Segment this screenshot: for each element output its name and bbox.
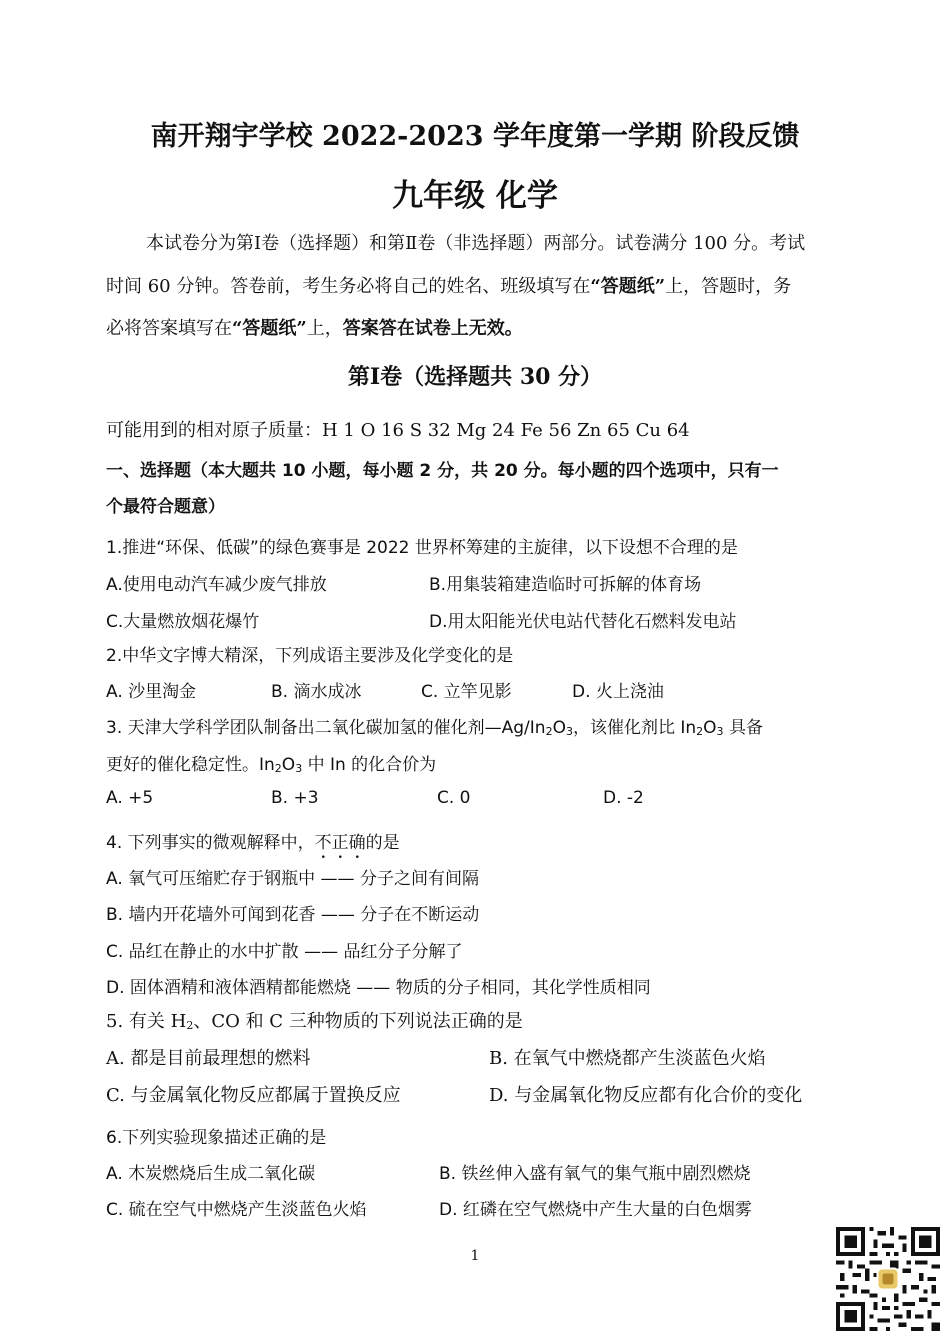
section-title: 第Ⅰ卷（选择题共 30 分）	[347, 364, 603, 390]
answer-sheet-emphasis: “答题纸”	[232, 318, 307, 339]
question-2-option-c: C. 立竿见影	[421, 682, 512, 702]
question-6-option-b: B. 铁丝伸入盛有氧气的集气瓶中剧烈燃烧	[439, 1164, 751, 1184]
question-6-option-a: A. 木炭燃烧后生成二氧化碳	[106, 1164, 316, 1184]
page-number: 1	[470, 1248, 480, 1264]
answer-sheet-emphasis: “答题纸”	[590, 276, 666, 297]
part-heading-line-1: 一、选择题（本大题共 10 小题，每小题 2 分，共 20 分。每小题的四个选项中，只有一	[106, 461, 779, 481]
part-heading-line-2: 个最符合题意）	[106, 497, 225, 517]
intro-line-3: 必将答案填写在“答题纸”上，答案答在试卷上无效。	[106, 318, 523, 339]
question-4-option-b: B. 墙内开花墙外可闻到花香 —— 分子在不断运动	[106, 905, 480, 925]
question-3-option-b: B. +3	[271, 788, 319, 808]
qr-code-icon	[836, 1227, 940, 1331]
question-1-stem: 1.推进“环保、低碳”的绿色赛事是 2022 世界杯筹建的主旋律，以下设想不合理的是	[106, 538, 738, 558]
question-6-option-d: D. 红磷在空气燃烧中产生大量的白色烟雾	[439, 1200, 752, 1220]
question-1-option-b: B.用集装箱建造临时可拆解的体育场	[429, 575, 702, 595]
question-5-option-b: B. 在氧气中燃烧都产生淡蓝色火焰	[489, 1048, 766, 1069]
question-3-stem: 3. 天津大学科学团队制备出二氧化碳加氢的催化剂$—Ag/In_2O_3$，该催化剂比 $In_2O_3$ 具备	[106, 718, 763, 738]
invalid-answer-warning: 答案答在试卷上无效。	[342, 318, 523, 339]
question-4-option-d: D. 固体酒精和液体酒精都能燃烧 —— 物质的分子相同，其化学性质相同	[106, 978, 651, 998]
question-5-option-a: A. 都是目前最理想的燃料	[106, 1048, 311, 1069]
question-2-option-d: D. 火上浇油	[572, 682, 664, 702]
question-5-option-d: D. 与金属氧化物反应都有化合价的变化	[489, 1085, 803, 1106]
emphasis-not-correct: 不正确	[314, 833, 366, 853]
question-5-option-c: C. 与金属氧化物反应都属于置换反应	[106, 1085, 401, 1106]
question-2-stem: 2.中华文字博大精深，下列成语主要涉及化学变化的是	[106, 646, 514, 666]
question-5-stem: 5. 有关 $H_2$、CO 和 C 三种物质的下列说法正确的是	[106, 1011, 523, 1032]
question-6-stem: 6.下列实验现象描述正确的是	[106, 1128, 327, 1148]
question-2-option-a: A. 沙里淘金	[106, 682, 197, 702]
question-1-option-c: C.大量燃放烟花爆竹	[106, 612, 260, 632]
question-3-option-c: C. 0	[437, 788, 471, 808]
question-4-option-a: A. 氧气可压缩贮存于钢瓶中 —— 分子之间有间隔	[106, 869, 479, 889]
atomic-mass-line: 可能用到的相对原子质量：H 1 O 16 S 32 Mg 24 Fe 56 Zn 65 Cu 64	[106, 420, 690, 441]
question-1-option-a: A.使用电动汽车减少废气排放	[106, 575, 327, 595]
question-3-stem-line-2: 更好的催化稳定性。$In_2O_3$ 中 In 的化合价为	[106, 755, 437, 775]
question-1-option-d: D.用太阳能光伏电站代替化石燃料发电站	[429, 612, 737, 632]
intro-line-1: 本试卷分为第Ⅰ卷（选择题）和第Ⅱ卷（非选择题）两部分。试卷满分 100 分。考试	[146, 233, 806, 254]
intro-line-2: 时间 60 分钟。答卷前，考生务必将自己的姓名、班级填写在“答题纸”上，答题时，务	[106, 276, 792, 297]
question-3-option-d: D. -2	[603, 788, 644, 808]
question-3-option-a: A. +5	[106, 788, 154, 808]
exam-title: 南开翔宇学校 2022-2023 学年度第一学期 阶段反馈	[150, 121, 800, 152]
exam-subtitle: 九年级 化学	[392, 178, 558, 214]
question-2-option-b: B. 滴水成冰	[271, 682, 362, 702]
question-4-stem: 4. 下列事实的微观解释中，不正确的是	[106, 833, 400, 853]
question-4-option-c: C. 品红在静止的水中扩散 —— 品红分子分解了	[106, 942, 463, 962]
question-6-option-c: C. 硫在空气中燃烧产生淡蓝色火焰	[106, 1200, 367, 1220]
